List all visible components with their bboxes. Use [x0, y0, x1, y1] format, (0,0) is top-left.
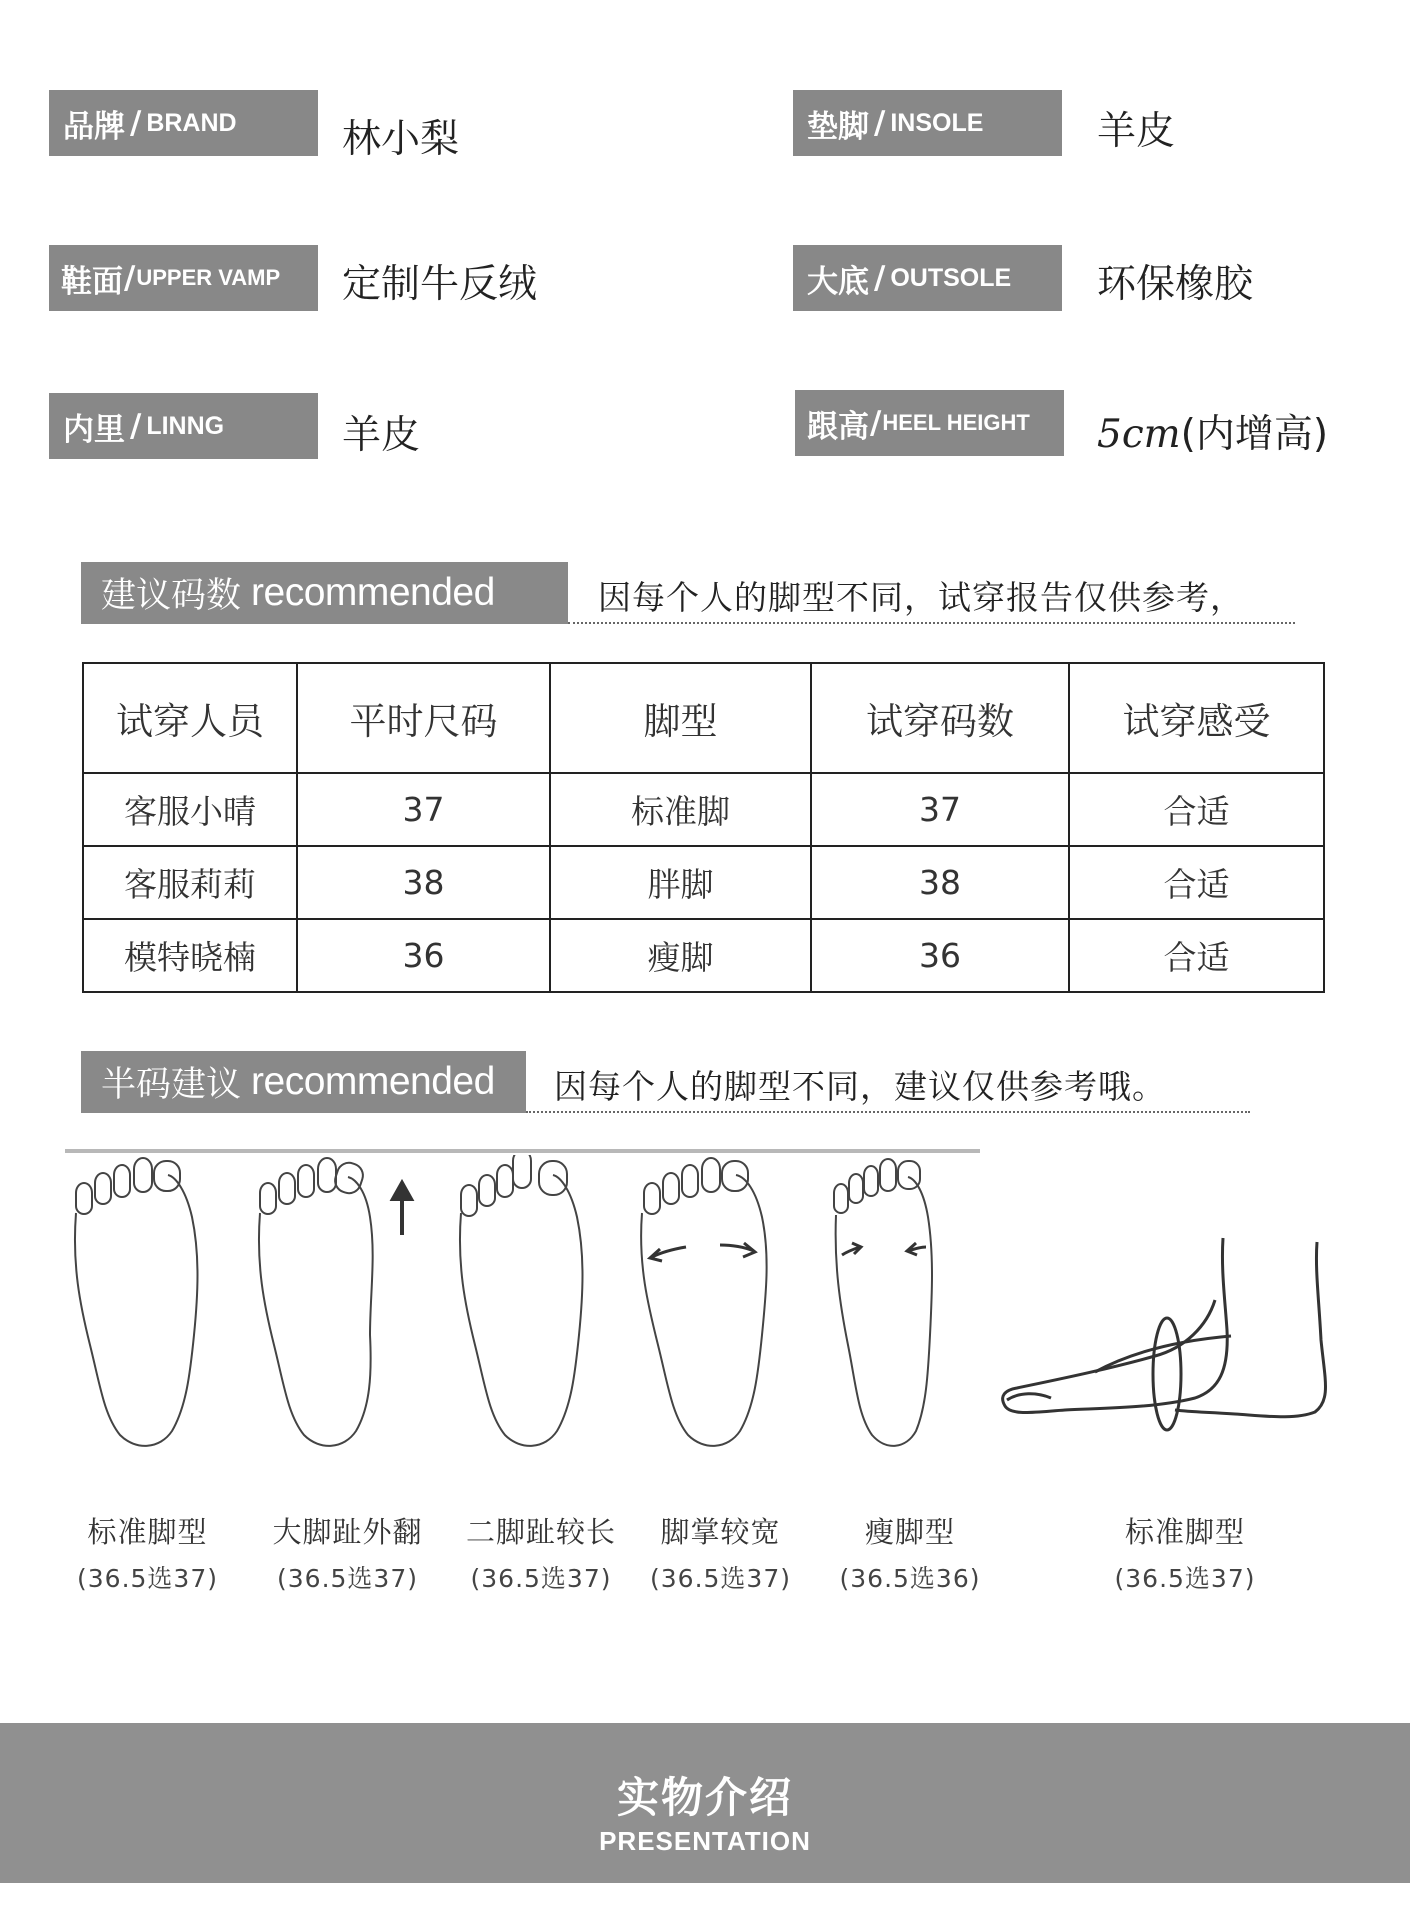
recommended-size-note: 因每个人的脚型不同，试穿报告仅供参考，: [568, 568, 1295, 624]
lining-value: 羊皮: [342, 413, 421, 458]
insole-value: 羊皮: [1097, 109, 1176, 154]
half-size-tag-en: recommended: [251, 1060, 495, 1103]
table-row: [83, 846, 1324, 919]
table-cell: 36: [811, 919, 1069, 992]
table-cell: 合适: [1069, 919, 1324, 992]
brand-label-sep: /: [130, 105, 142, 141]
outsole-label-zh: 大底: [807, 263, 869, 300]
half-size-note: 因每个人的脚型不同，建议仅供参考哦。: [526, 1057, 1250, 1113]
half-size-tag: [81, 1051, 526, 1113]
table-cell: 瘦脚: [550, 919, 811, 992]
outsole-label: [793, 245, 1062, 311]
insole-label-zh: 垫脚: [807, 108, 869, 145]
upper-label: [49, 245, 318, 311]
banner-subtitle: PRESENTATION: [599, 1826, 811, 1856]
outsole-label-en: OUTSOLE: [890, 263, 1012, 292]
foot-caption: [255, 1510, 440, 1595]
recommended-size-tag: [81, 562, 568, 624]
table-cell: 36: [297, 919, 550, 992]
heel-label-en: HEEL HEIGHT: [882, 410, 1030, 435]
foot-type-size: (36.5选37): [277, 1564, 418, 1593]
heel-value: [1097, 403, 1328, 459]
insole-label-sep: /: [874, 105, 886, 141]
lining-label-en: LINNG: [146, 411, 225, 440]
side-view-foot-icon: [995, 1230, 1340, 1470]
table-header-cell: 试穿码数: [811, 663, 1069, 773]
half-size-tag-zh: 半码建议: [101, 1065, 242, 1105]
foot-type-name: 大脚趾外翻: [272, 1515, 423, 1549]
foot-caption: [60, 1510, 235, 1595]
table-row: [83, 919, 1324, 992]
insole-label: [793, 90, 1062, 156]
heel-label: [795, 390, 1064, 456]
foot-type-size: (36.5选37): [1114, 1564, 1256, 1593]
insole-label-en: INSOLE: [890, 108, 984, 137]
foot-caption: [638, 1510, 803, 1595]
heel-value-number: 5cm: [1097, 412, 1181, 457]
table-row: [83, 773, 1324, 846]
foot-type-name: 二脚趾较长: [465, 1515, 616, 1549]
foot-type-size: (36.5选36): [839, 1564, 981, 1593]
table-cell: 38: [811, 846, 1069, 919]
brand-label: [49, 90, 318, 156]
brand-value: 林小梨: [342, 117, 460, 162]
presentation-banner: [0, 1723, 1410, 1883]
table-header-row: [83, 663, 1324, 773]
recommended-size-tag-en: recommended: [251, 571, 495, 614]
standard-foot-icon: [68, 1155, 208, 1455]
table-cell: 客服莉莉: [83, 846, 297, 919]
table-header-cell: 试穿感受: [1069, 663, 1324, 773]
outsole-label-sep: /: [874, 260, 886, 296]
table-header-cell: 脚型: [550, 663, 811, 773]
toe-guide-line: [65, 1149, 980, 1153]
foot-type-size: (36.5选37): [650, 1564, 791, 1593]
table-cell: 37: [297, 773, 550, 846]
heel-value-note: (内增高): [1180, 412, 1329, 457]
banner-title: 实物介绍: [616, 1773, 793, 1822]
foot-caption: [446, 1510, 636, 1595]
bunion-foot-icon: [252, 1155, 422, 1455]
heel-label-zh: 跟高: [807, 408, 869, 445]
table-cell: 37: [811, 773, 1069, 846]
table-cell: 胖脚: [550, 846, 811, 919]
outsole-value: 环保橡胶: [1097, 262, 1254, 307]
brand-label-en: BRAND: [146, 108, 237, 137]
long-second-toe-foot-icon: [453, 1155, 593, 1455]
foot-caption: [1095, 1510, 1275, 1595]
table-cell: 38: [297, 846, 550, 919]
foot-type-name: 瘦脚型: [864, 1515, 955, 1549]
size-trial-table: [82, 662, 1325, 993]
lining-label: [49, 393, 318, 459]
foot-type-size: (36.5选37): [470, 1564, 612, 1593]
foot-type-name: 标准脚型: [87, 1515, 208, 1549]
table-header-cell: 试穿人员: [83, 663, 297, 773]
table-header-cell: 平时尺码: [297, 663, 550, 773]
lining-label-zh: 内里: [63, 411, 125, 448]
table-cell: 模特晓楠: [83, 919, 297, 992]
upper-label-zh: 鞋面: [61, 263, 123, 300]
foot-type-name: 标准脚型: [1124, 1515, 1245, 1549]
recommended-size-tag-zh: 建议码数: [101, 576, 242, 616]
heel-label-sep: /: [870, 405, 882, 441]
foot-caption: [820, 1510, 1000, 1595]
foot-type-name: 脚掌较宽: [660, 1515, 781, 1549]
upper-label-en: UPPER VAMP: [136, 265, 281, 290]
wide-foot-icon: [636, 1155, 776, 1455]
table-cell: 合适: [1069, 846, 1324, 919]
narrow-foot-icon: [828, 1155, 948, 1455]
upper-value: 定制牛反绒: [342, 262, 538, 307]
table-cell: 客服小晴: [83, 773, 297, 846]
lining-label-sep: /: [130, 408, 142, 444]
brand-label-zh: 品牌: [63, 108, 125, 145]
upper-label-sep: /: [124, 260, 136, 296]
table-cell: 合适: [1069, 773, 1324, 846]
foot-type-size: (36.5选37): [77, 1564, 218, 1593]
table-cell: 标准脚: [550, 773, 811, 846]
